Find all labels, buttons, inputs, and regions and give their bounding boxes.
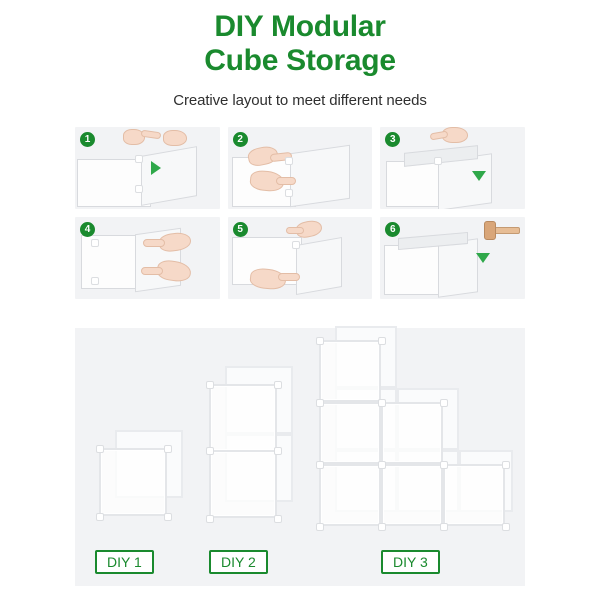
cube bbox=[381, 464, 443, 526]
diy-3-structure bbox=[303, 328, 513, 548]
step-number-badge: 3 bbox=[385, 132, 400, 147]
cube-joint bbox=[206, 447, 214, 455]
cube-joint bbox=[206, 381, 214, 389]
cube-joint bbox=[164, 513, 172, 521]
cube-joint bbox=[440, 461, 448, 469]
cube-joint bbox=[316, 399, 324, 407]
cube-joint bbox=[274, 381, 282, 389]
cube-joint bbox=[96, 513, 104, 521]
finger-icon bbox=[276, 177, 296, 185]
page-title bbox=[0, 10, 600, 78]
arrow-down-icon bbox=[476, 253, 490, 263]
panel-back bbox=[77, 159, 151, 207]
step-card-4 bbox=[75, 217, 220, 299]
step-number-badge: 6 bbox=[385, 222, 400, 237]
cube-joint bbox=[378, 399, 386, 407]
cube bbox=[99, 448, 167, 516]
cube-joint bbox=[164, 445, 172, 453]
finger-icon bbox=[141, 267, 163, 275]
cube bbox=[209, 450, 277, 518]
step-card-5 bbox=[228, 217, 373, 299]
step-number-badge: 5 bbox=[233, 222, 248, 237]
cube bbox=[443, 464, 505, 526]
connector-joint bbox=[285, 189, 293, 197]
cube-joint bbox=[316, 337, 324, 345]
cube bbox=[319, 340, 381, 402]
panel-right bbox=[438, 238, 478, 298]
panel-front bbox=[290, 145, 350, 207]
cube-joint bbox=[274, 447, 282, 455]
cube-joint bbox=[96, 445, 104, 453]
cube-joint bbox=[440, 523, 448, 531]
connector-joint bbox=[434, 157, 442, 165]
cube bbox=[209, 384, 277, 452]
panel-side bbox=[296, 237, 342, 295]
step-card-2 bbox=[228, 127, 373, 209]
connector-joint bbox=[91, 277, 99, 285]
assembly-steps bbox=[75, 127, 525, 299]
cube-joint bbox=[378, 337, 386, 345]
cube bbox=[381, 402, 443, 464]
cube-joint bbox=[316, 461, 324, 469]
diy-showcase bbox=[75, 328, 525, 586]
connector-joint bbox=[135, 155, 143, 163]
cube-joint bbox=[502, 523, 510, 531]
cube-joint bbox=[274, 515, 282, 523]
arrow-down-icon bbox=[472, 171, 486, 181]
hand-icon bbox=[163, 130, 187, 146]
cube-joint bbox=[440, 399, 448, 407]
step-number-badge: 2 bbox=[233, 132, 248, 147]
cube-joint bbox=[378, 461, 386, 469]
arrow-right-icon bbox=[151, 161, 161, 175]
page-subtitle: Creative layout to meet different needs bbox=[173, 92, 427, 109]
connector-joint bbox=[292, 241, 300, 249]
cube-joint bbox=[316, 523, 324, 531]
connector-joint bbox=[91, 239, 99, 247]
panel-front bbox=[141, 146, 197, 206]
diy-1-structure bbox=[97, 444, 193, 544]
cube-joint bbox=[378, 523, 386, 531]
step-card-1 bbox=[75, 127, 220, 209]
panel-left bbox=[386, 161, 444, 207]
connector-joint bbox=[135, 185, 143, 193]
label-diy-1: DIY 1 bbox=[95, 550, 154, 574]
finger-icon bbox=[278, 273, 300, 281]
step-number-badge: 1 bbox=[80, 132, 95, 147]
cube bbox=[319, 464, 381, 526]
mallet-head-icon bbox=[484, 221, 496, 240]
label-diy-2: DIY 2 bbox=[209, 550, 268, 574]
finger-icon bbox=[286, 227, 304, 234]
cube bbox=[319, 402, 381, 464]
cube-joint bbox=[206, 515, 214, 523]
step-card-3 bbox=[380, 127, 525, 209]
title-line-1: DIY Modular bbox=[214, 10, 386, 43]
step-number-badge: 4 bbox=[80, 222, 95, 237]
label-diy-3: DIY 3 bbox=[381, 550, 440, 574]
header bbox=[0, 0, 600, 109]
connector-joint bbox=[285, 157, 293, 165]
mallet-handle-icon bbox=[492, 227, 520, 234]
finger-icon bbox=[143, 239, 165, 247]
step-card-6 bbox=[380, 217, 525, 299]
cube-joint bbox=[502, 461, 510, 469]
title-line-2: Cube Storage bbox=[204, 44, 396, 77]
